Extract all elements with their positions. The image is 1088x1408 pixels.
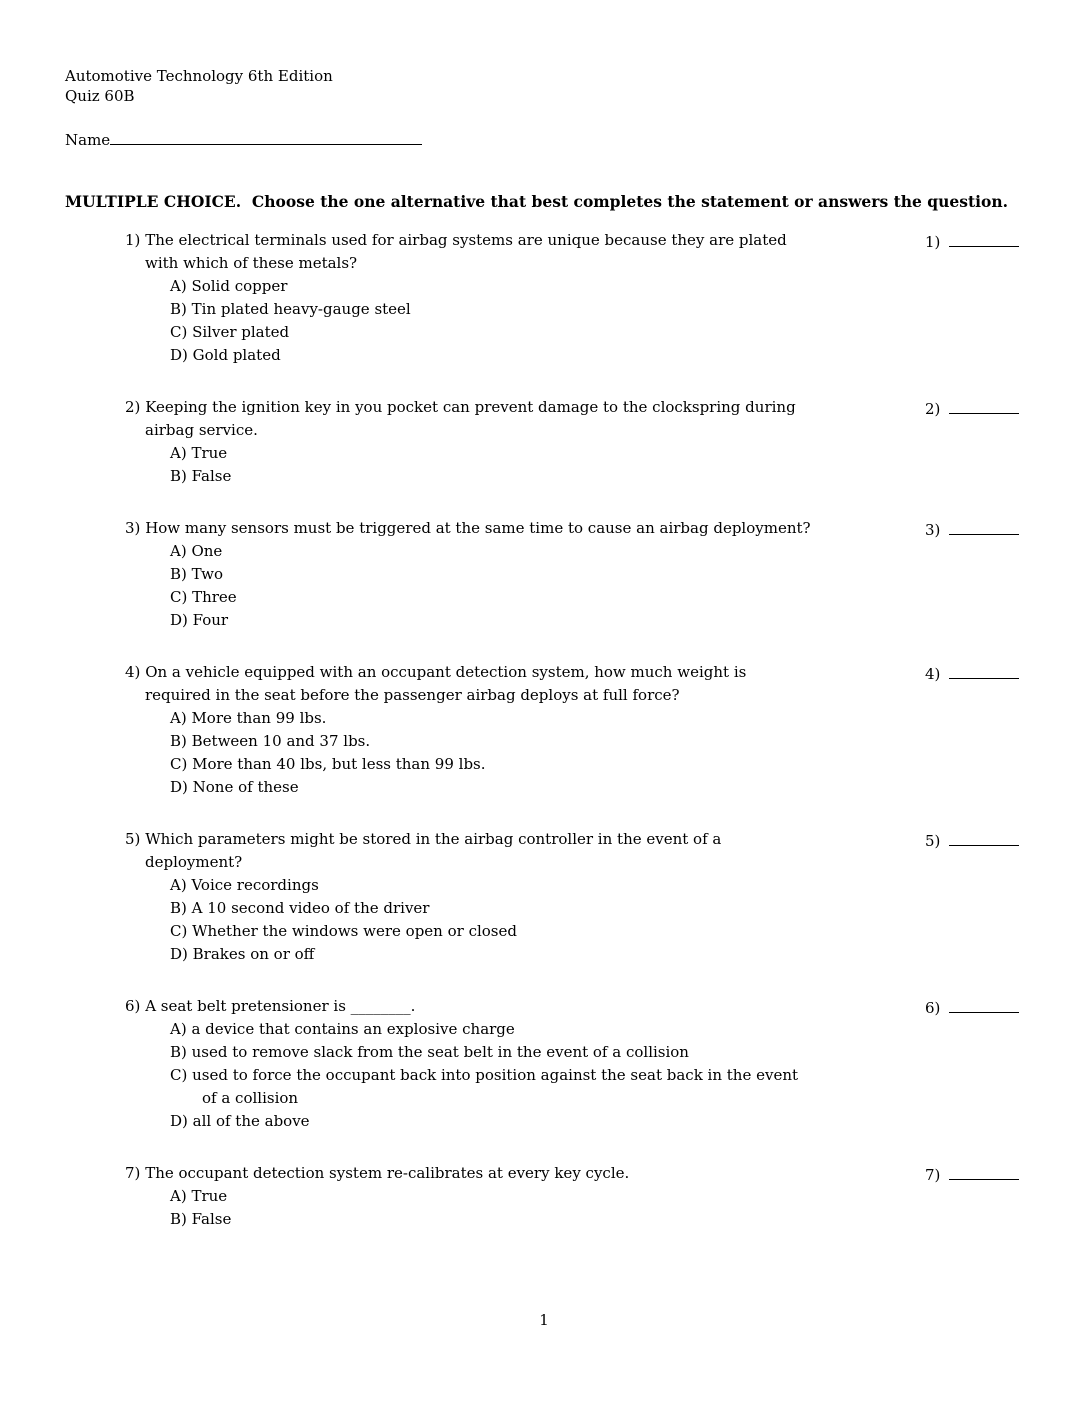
options xyxy=(170,707,815,799)
option-b: B) Tin plated heavy-gauge steel xyxy=(170,300,411,318)
question-statement: The electrical terminals used for airbag systems are unique because they are plated with which of these metals? xyxy=(145,231,787,272)
options xyxy=(170,540,815,632)
question-statement: A seat belt pretensioner is ________. xyxy=(145,997,416,1015)
answer-area-2 xyxy=(925,396,1025,488)
question-number: 1) xyxy=(125,231,141,249)
option-b: B) False xyxy=(170,1210,232,1228)
option-c: C) used to force the occupant back into position against the seat back in the event of a collision xyxy=(170,1066,799,1107)
answer-area-7 xyxy=(925,1162,1025,1231)
name-label: Name xyxy=(65,131,111,149)
option-b: B) A 10 second video of the driver xyxy=(170,899,430,917)
question-text xyxy=(125,517,815,540)
answer-number: 5) xyxy=(925,832,941,850)
question-statement: Keeping the ignition key in you pocket can prevent damage to the clockspring during airbag service. xyxy=(145,398,796,439)
quiz-number: Quiz 60B xyxy=(65,87,135,105)
option-b: B) False xyxy=(170,467,232,485)
option-c: C) Three xyxy=(170,588,237,606)
option-d: D) all of the above xyxy=(170,1112,310,1130)
option-c: C) More than 40 lbs, but less than 99 lbs. xyxy=(170,755,486,773)
question-text xyxy=(125,661,815,707)
option-a: A) Solid copper xyxy=(170,277,288,295)
question-1-main xyxy=(125,229,815,367)
question-2 xyxy=(125,396,1025,488)
answer-area-3 xyxy=(925,517,1025,632)
answer-number: 4) xyxy=(925,665,941,683)
option-d: D) Brakes on or off xyxy=(170,945,315,963)
question-text xyxy=(125,229,815,275)
question-statement: On a vehicle equipped with an occupant detection system, how much weight is required in the seat before the passenger airbag deploys at full force? xyxy=(145,663,747,704)
question-text xyxy=(125,1162,815,1185)
question-number: 3) xyxy=(125,519,141,537)
option-a: A) More than 99 lbs. xyxy=(170,709,327,727)
option-c: C) Silver plated xyxy=(170,323,290,341)
question-statement: The occupant detection system re-calibrates at every key cycle. xyxy=(145,1164,630,1182)
question-5 xyxy=(125,828,1025,966)
option-a: A) True xyxy=(170,444,228,462)
answer-blank[interactable] xyxy=(949,517,1019,535)
question-7 xyxy=(125,1162,1025,1231)
answer-blank[interactable] xyxy=(949,661,1019,679)
instructions-heading: MULTIPLE CHOICE. Choose the one alternative that best completes the statement or answers the question. xyxy=(65,192,1009,211)
option-d: D) Gold plated xyxy=(170,346,281,364)
question-number: 4) xyxy=(125,663,141,681)
option-d: D) None of these xyxy=(170,778,299,796)
option-a: A) Voice recordings xyxy=(170,876,319,894)
question-4 xyxy=(125,661,1025,799)
name-row xyxy=(65,128,1025,150)
question-text xyxy=(125,828,815,874)
question-6 xyxy=(125,995,1025,1133)
option-d: D) Four xyxy=(170,611,229,629)
options xyxy=(170,442,815,488)
question-4-main xyxy=(125,661,815,799)
question-text xyxy=(125,995,815,1018)
answer-blank[interactable] xyxy=(949,229,1019,247)
answer-blank[interactable] xyxy=(949,1162,1019,1180)
options xyxy=(170,1185,815,1231)
question-list xyxy=(125,229,1025,1231)
document-header xyxy=(65,66,1025,106)
question-statement: How many sensors must be triggered at the same time to cause an airbag deployment? xyxy=(145,519,811,537)
name-input-line[interactable] xyxy=(110,128,422,145)
question-statement: Which parameters might be stored in the airbag controller in the event of a deployment? xyxy=(145,830,722,871)
document-title: Automotive Technology 6th Edition xyxy=(65,67,333,85)
answer-blank[interactable] xyxy=(949,995,1019,1013)
answer-area-4 xyxy=(925,661,1025,799)
question-number: 2) xyxy=(125,398,141,416)
options xyxy=(170,1018,815,1133)
answer-blank[interactable] xyxy=(949,396,1019,414)
question-number: 7) xyxy=(125,1164,141,1182)
answer-blank[interactable] xyxy=(949,828,1019,846)
option-b: B) Two xyxy=(170,565,223,583)
page-number: 1 xyxy=(539,1311,549,1329)
question-number: 6) xyxy=(125,997,141,1015)
answer-number: 6) xyxy=(925,999,941,1017)
answer-area-1 xyxy=(925,229,1025,367)
question-number: 5) xyxy=(125,830,141,848)
answer-number: 3) xyxy=(925,521,941,539)
option-b: B) Between 10 and 37 lbs. xyxy=(170,732,371,750)
option-a: A) True xyxy=(170,1187,228,1205)
option-c: C) Whether the windows were open or closed xyxy=(170,922,517,940)
question-3 xyxy=(125,517,1025,632)
answer-area-6 xyxy=(925,995,1025,1133)
answer-number: 7) xyxy=(925,1166,941,1184)
option-a: A) One xyxy=(170,542,223,560)
options xyxy=(170,275,815,367)
answer-area-5 xyxy=(925,828,1025,966)
question-text xyxy=(125,396,815,442)
question-7-main xyxy=(125,1162,815,1231)
question-5-main xyxy=(125,828,815,966)
option-a: A) a device that contains an explosive charge xyxy=(170,1020,515,1038)
question-2-main xyxy=(125,396,815,488)
question-1 xyxy=(125,229,1025,367)
question-6-main xyxy=(125,995,815,1133)
options xyxy=(170,874,815,966)
question-3-main xyxy=(125,517,815,632)
answer-number: 1) xyxy=(925,233,941,251)
answer-number: 2) xyxy=(925,400,941,418)
option-b: B) used to remove slack from the seat belt in the event of a collision xyxy=(170,1043,689,1061)
